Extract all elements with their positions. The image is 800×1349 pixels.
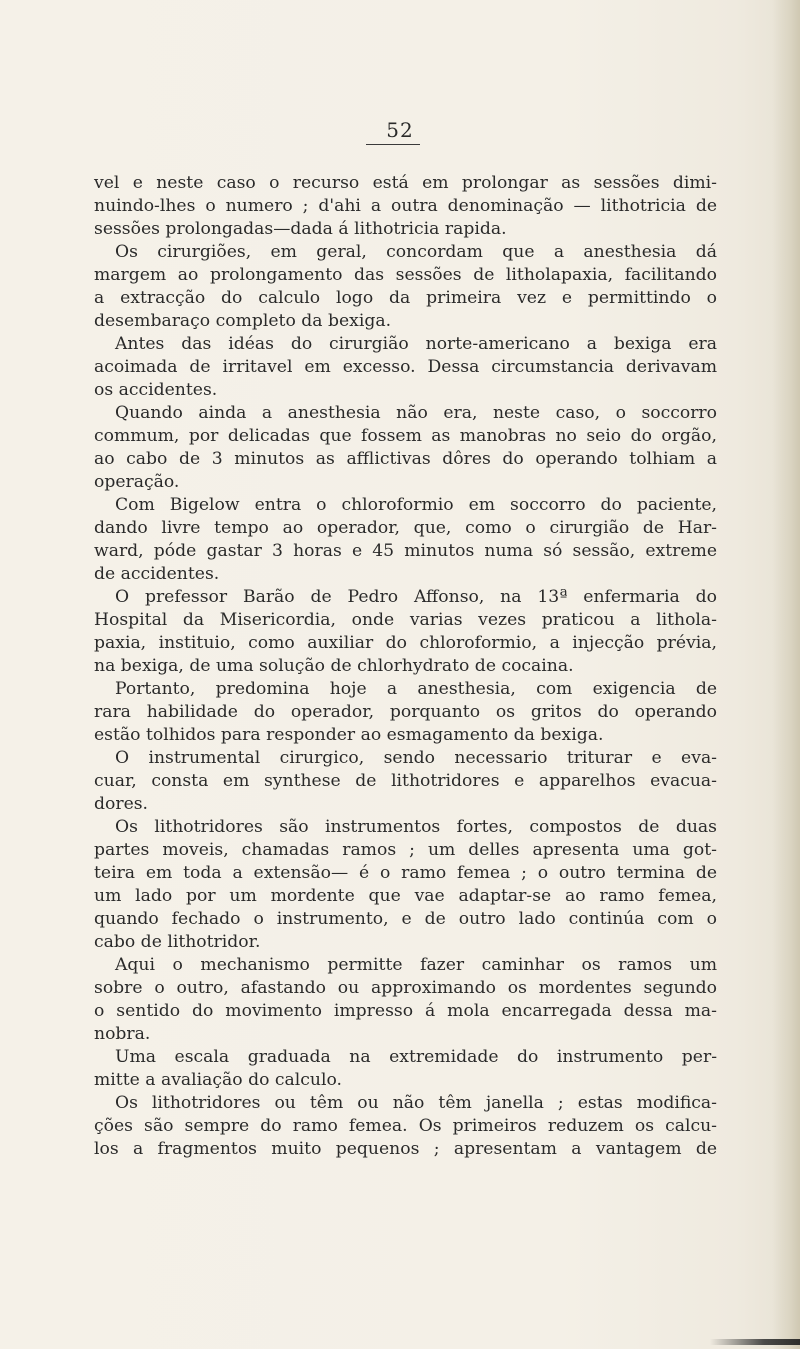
- text-line: dores.: [94, 794, 149, 814]
- text-line: dando livre tempo ao operador, que, como o cirurgião de Har-: [94, 518, 717, 538]
- text-line: vel e neste caso o recurso está em prolongar as sessões dimi-: [94, 173, 717, 193]
- text-line: O prefessor Barão de Pedro Affonso, na 13ª enfermaria do: [115, 587, 717, 607]
- text-line: Aqui o mechanismo permitte fazer caminhar os ramos um: [115, 955, 717, 975]
- text-line: operação.: [94, 472, 180, 492]
- text-line: Uma escala graduada na extremidade do instrumento per-: [115, 1047, 717, 1067]
- text-line: rara habilidade do operador, porquanto os gritos do operando: [94, 702, 717, 722]
- text-line: ao cabo de 3 minutos as afflictivas dôres do operando tolhiam a: [94, 449, 717, 469]
- text-line: estão tolhidos para responder ao esmagamento da bexiga.: [94, 725, 604, 745]
- text-line: nuindo-lhes o numero ; d'ahi a outra denominação — lithotricia de: [94, 196, 717, 216]
- text-line: Antes das idéas do cirurgião norte-americano a bexiga era: [115, 334, 717, 354]
- text-line: acoimada de irritavel em excesso. Dessa circumstancia derivavam: [94, 357, 717, 377]
- text-line: Os lithotridores são instrumentos fortes, compostos de duas: [115, 817, 717, 837]
- text-line: Hospital da Misericordia, onde varias vezes praticou a lithola-: [94, 610, 717, 630]
- page-corner-mark: [710, 1339, 800, 1345]
- text-line: Com Bigelow entra o chloroformio em soccorro do paciente,: [115, 495, 717, 515]
- text-line: partes moveis, chamadas ramos ; um delles apresenta uma got-: [94, 840, 717, 860]
- text-line: margem ao prolongamento das sessões de litholapaxia, facilitando: [94, 265, 717, 285]
- text-line: los a fragmentos muito pequenos ; apresentam a vantagem de: [94, 1139, 717, 1159]
- text-line: paxia, instituio, como auxiliar do chloroformio, a injecção prévia,: [94, 633, 717, 653]
- text-line: Os lithotridores ou têm ou não têm janella ; estas modifica-: [115, 1093, 717, 1113]
- text-line: commum, por delicadas que fossem as manobras no seio do orgão,: [94, 426, 717, 446]
- text-line: desembaraço completo da bexiga.: [94, 311, 392, 331]
- text-line: ward, póde gastar 3 horas e 45 minutos numa só sessão, extreme: [94, 541, 717, 561]
- text-line: o sentido do movimento impresso á mola encarregada dessa ma-: [94, 1001, 717, 1021]
- text-line: sobre o outro, afastando ou approximando os mordentes segundo: [94, 978, 717, 998]
- text-line: teira em toda a extensão— é o ramo femea ; o outro termina de: [94, 863, 717, 883]
- text-line: O instrumental cirurgico, sendo necessario triturar e eva-: [115, 748, 717, 768]
- text-line: os accidentes.: [94, 380, 218, 400]
- body-text: [94, 172, 717, 1161]
- page-edge-shadow: [772, 0, 800, 1349]
- text-line: cuar, consta em synthese de lithotridores e apparelhos evacua-: [94, 771, 717, 791]
- text-line: ções são sempre do ramo femea. Os primeiros reduzem os calcu-: [94, 1116, 717, 1136]
- text-line: Portanto, predomina hoje a anesthesia, com exigencia de: [115, 679, 717, 699]
- page-number-underline: [366, 144, 420, 145]
- text-line: quando fechado o instrumento, e de outro lado continúa com o: [94, 909, 717, 929]
- text-line: de accidentes.: [94, 564, 220, 584]
- text-line: mitte a avaliação do calculo.: [94, 1070, 342, 1090]
- text-line: a extracção do calculo logo da primeira vez e permittindo o: [94, 288, 717, 308]
- text-line: nobra.: [94, 1024, 151, 1044]
- page-number: 52: [386, 118, 414, 142]
- text-line: na bexiga, de uma solução de chlorhydrato de cocaina.: [94, 656, 574, 676]
- text-line: sessões prolongadas—dada á lithotricia rapida.: [94, 219, 507, 239]
- text-line: Os cirurgiões, em geral, concordam que a anesthesia dá: [115, 242, 717, 262]
- text-line: cabo de lithotridor.: [94, 932, 261, 952]
- text-line: Quando ainda a anesthesia não era, neste caso, o soccorro: [115, 403, 717, 423]
- text-line: um lado por um mordente que vae adaptar-se ao ramo femea,: [94, 886, 717, 906]
